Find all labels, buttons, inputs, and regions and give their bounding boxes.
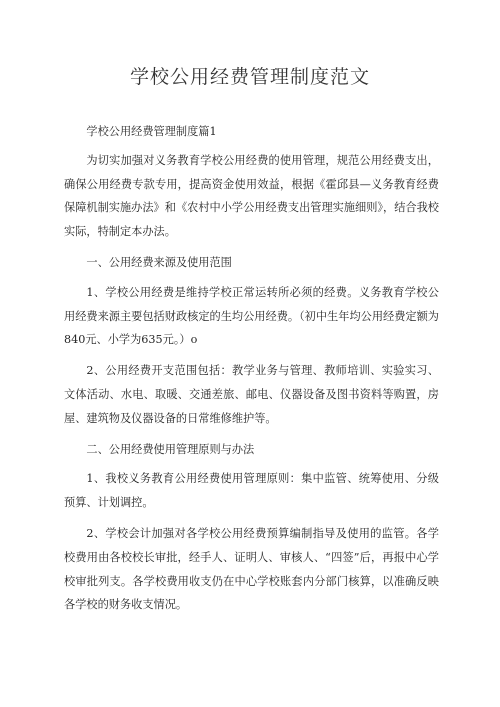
heading-funding-source: 一、公用经费来源及使用范围 [86, 255, 232, 269]
paragraph-principles: 1、我校义务教育公用经费使用管理原则：集中监管、统筹使用、分级预算、计划调控。 [64, 472, 439, 510]
paragraph-funding-source: 1、学校公用经费是维持学校正常运转所必须的经费。义务教育学校公用经费来源主要包括财政核定的生均公用经费。（初中生年均公用经费定额为840元、小学为635元。）o [64, 285, 439, 347]
heading-management-principles: 二、公用经费使用管理原则与办法 [86, 442, 255, 456]
paragraph-intro: 为切实加强对义务教育学校公用经费的使用管理，规范公用经费支出，确保公用经费专款专用，提高资金使用效益，根据《霍邱县—义务教育经费保障机制实施办法》和《农村中小学公用经费支出管理实施细则》，结合我校实际，特制定本办法。 [64, 153, 439, 239]
document-body [64, 120, 439, 624]
section-subtitle: 学校公用经费管理制度篇1 [86, 125, 217, 138]
paragraph-supervision: 2、学校会计加强对各学校公用经费预算编制指导及使用的监管。各学校费用由各校校长审批，经手人、证明人、审核人、“四签”后，再报中心学校审批列支。各学校费用收支仍在中心学校账套内分部门核算，以准确反映各学校的财务收支情况。 [64, 526, 439, 612]
document-title: 学校公用经费管理制度范文 [129, 66, 370, 88]
paragraph-expense-scope: 2、公用经费开支范围包括：教学业务与管理、教师培训、实验实习、文体活动、水电、取暖、交通差旅、邮电、仪器设备及图书资料等购置，房屋、建筑物及仪器设备的日常维修维护等。 [64, 364, 439, 425]
